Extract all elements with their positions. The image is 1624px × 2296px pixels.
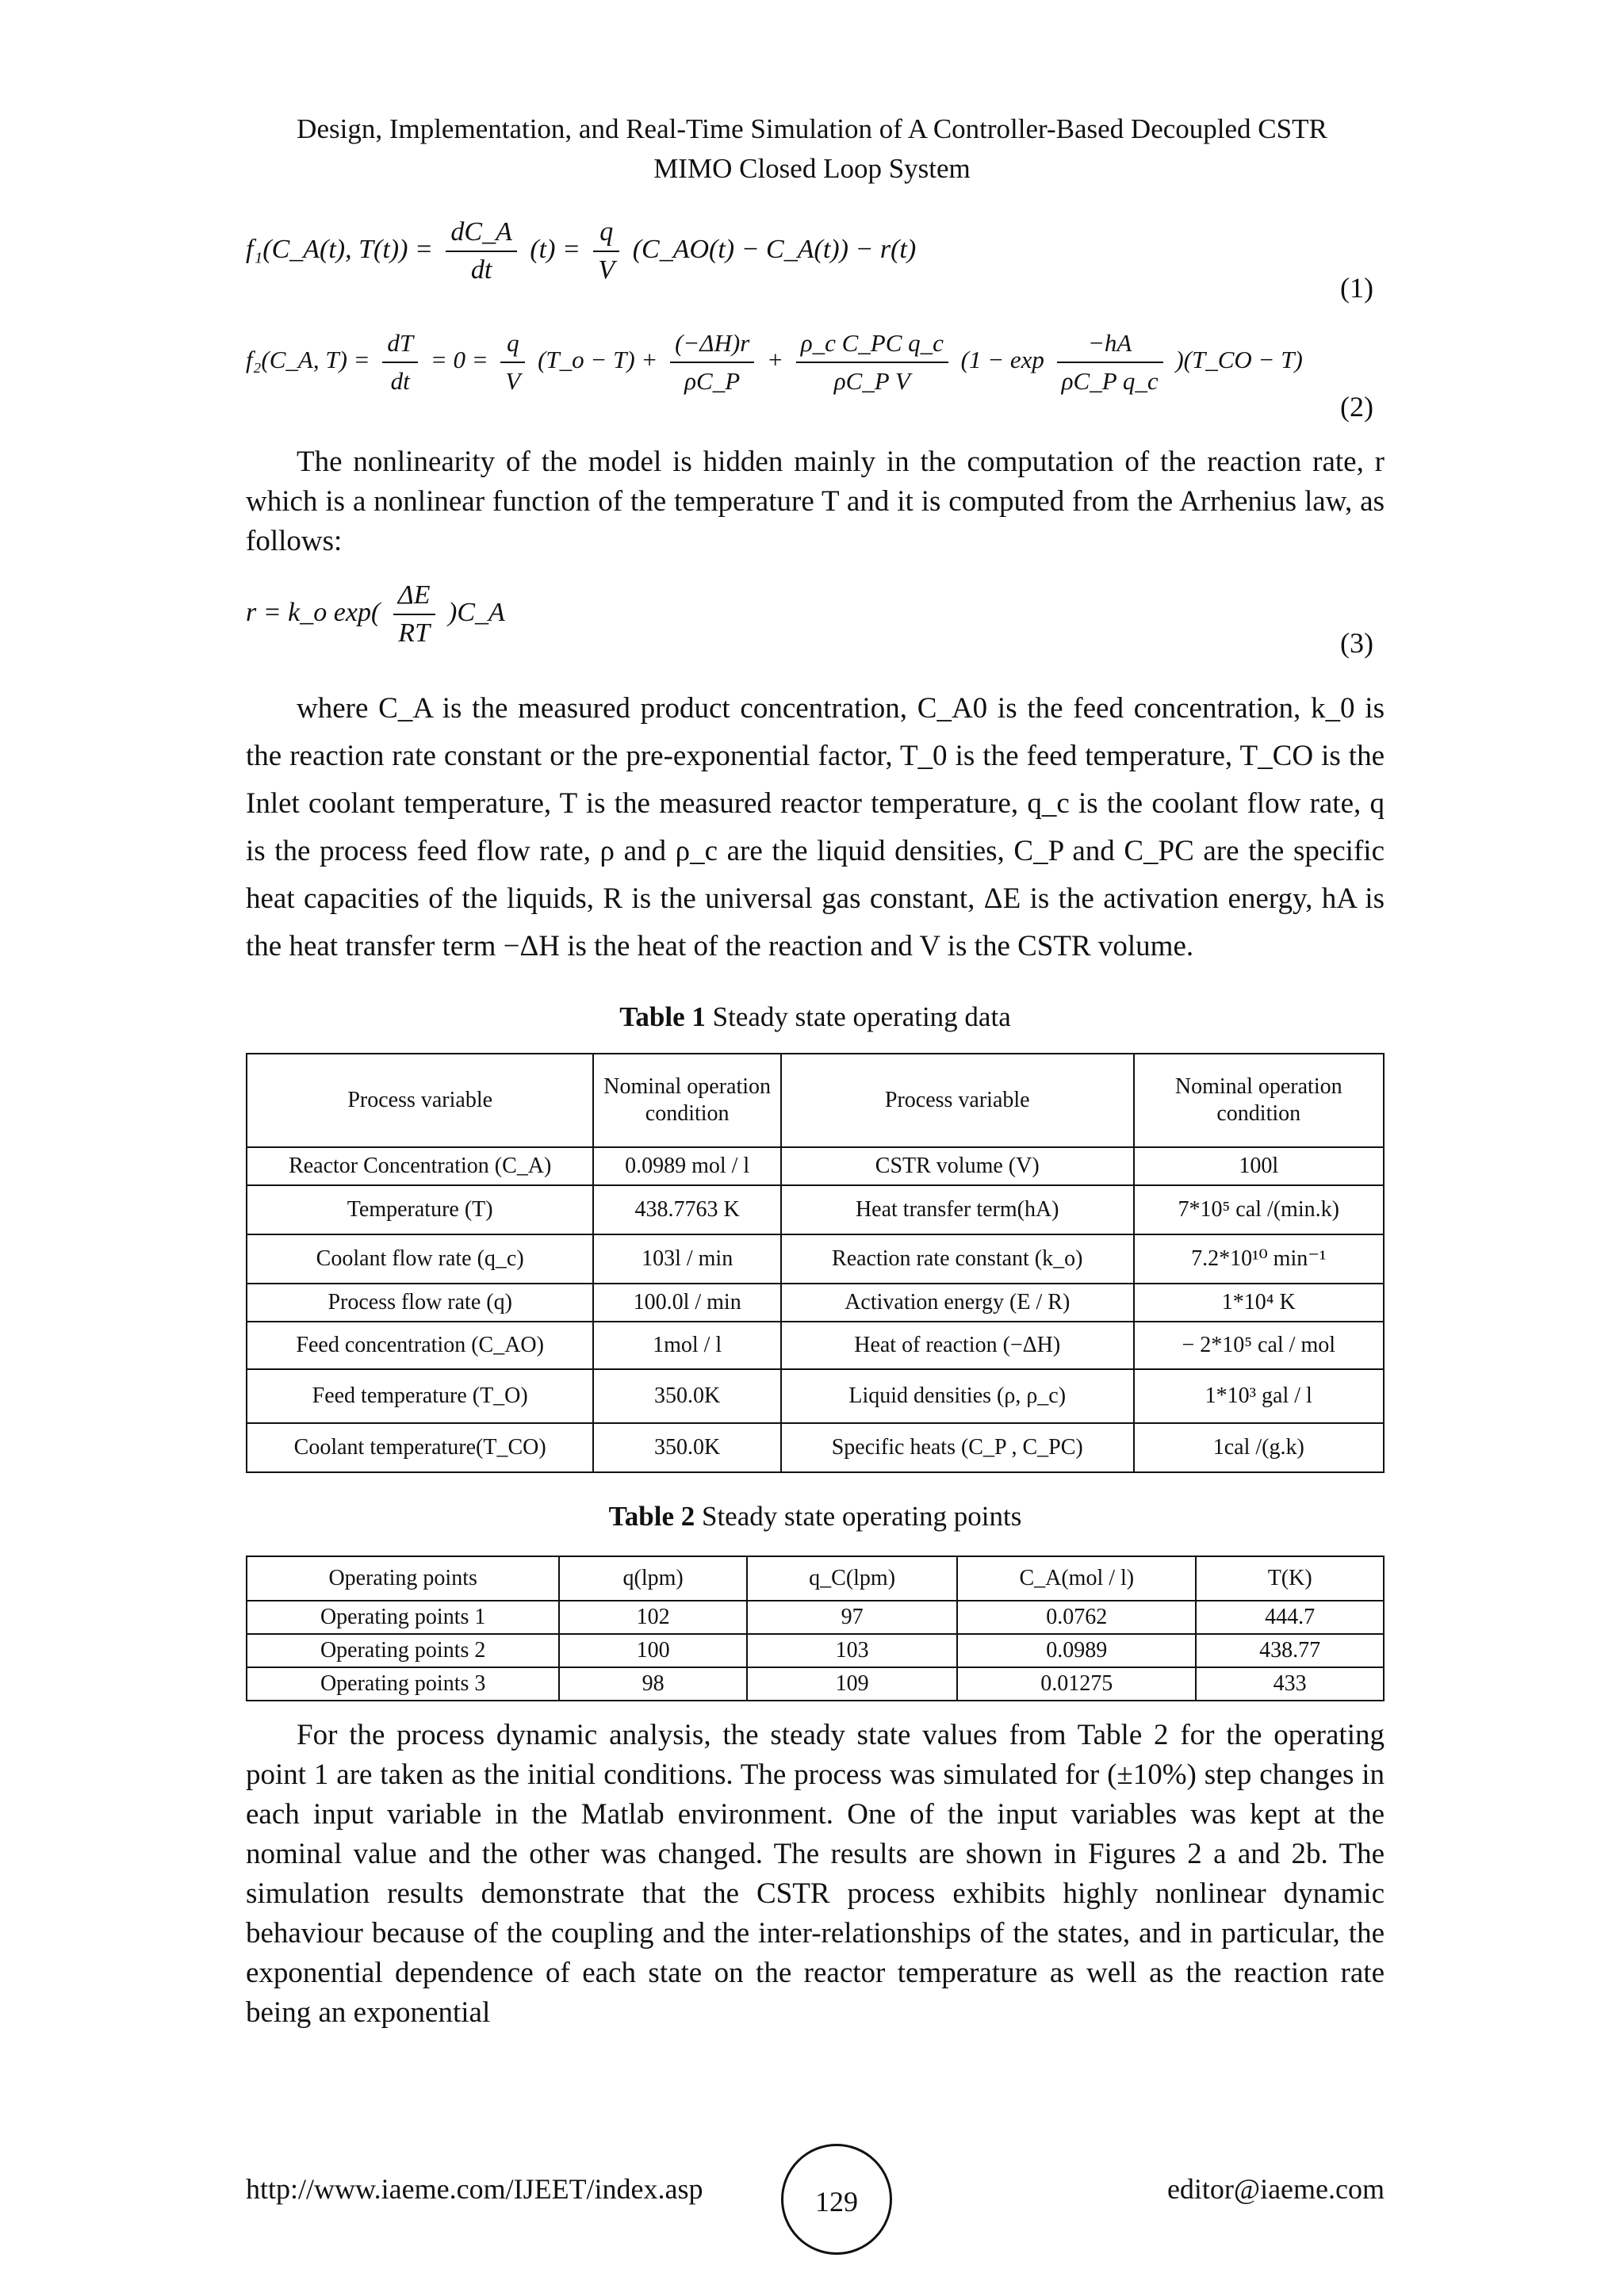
- table-cell: 1mol / l: [593, 1322, 781, 1369]
- table-cell: 7.2*10¹⁰ min⁻¹: [1134, 1234, 1385, 1284]
- table-cell: Liquid densities (ρ, ρ_c): [781, 1369, 1134, 1423]
- page-header: [0, 109, 1624, 189]
- main-content: [246, 214, 1385, 2033]
- table-1-caption-text: Steady state operating data: [712, 1001, 1011, 1032]
- table-cell: Operating points 2: [247, 1634, 559, 1667]
- eq1-frac1-num: dC_A: [446, 214, 516, 252]
- paragraph-dynamic-analysis: [246, 1716, 1385, 2033]
- table-row: [247, 1634, 1384, 1667]
- eq3-rhs: )C_A: [448, 597, 505, 627]
- footer-editor-email[interactable]: editor@iaeme.com: [1166, 2173, 1385, 2205]
- eq1-frac2-den: V: [598, 255, 615, 285]
- eq2-frac1-num: dT: [382, 325, 418, 363]
- table-cell: Reaction rate constant (k_o): [781, 1234, 1134, 1284]
- table-2-label: Table 2: [608, 1501, 695, 1532]
- table-cell: 350.0K: [593, 1369, 781, 1423]
- table-1-header-cell: Nominal operation condition: [1134, 1054, 1385, 1147]
- eq3-lhs: r = k_o exp(: [246, 597, 381, 627]
- eq1-frac2-num: q: [593, 214, 619, 252]
- table-1-caption: [246, 997, 1385, 1037]
- header-title-line-1: Design, Implementation, and Real-Time Simulation of A Controller-Based Decoupled CSTR: [297, 113, 1327, 144]
- paragraph-variable-definitions: [246, 685, 1385, 970]
- table-cell: Specific heats (C_P , C_PC): [781, 1423, 1134, 1472]
- table-cell: 1*10⁴ K: [1134, 1284, 1385, 1322]
- eq1-frac1-den: dt: [470, 255, 492, 285]
- table-cell: 102: [559, 1601, 747, 1634]
- table-2-header-cell: q(lpm): [559, 1556, 747, 1601]
- eq3-number: (3): [1340, 627, 1373, 659]
- table-1-label: Table 1: [619, 1001, 706, 1032]
- eq1-lhs: f₁(C_A(t), T(t)) =: [246, 234, 433, 264]
- table-1-header-cell: Nominal operation condition: [593, 1054, 781, 1147]
- eq2-fraction-coolant: [796, 325, 948, 400]
- table-row: [247, 1423, 1384, 1472]
- eq3-frac-den: RT: [398, 618, 430, 648]
- paragraph-1-text: The nonlinearity of the model is hidden mainly in the computation of the reaction rate, r which is a nonlinear function of the temperature T and it is computed from the Arrhenius law, as follows:: [246, 446, 1385, 557]
- eq1-rhs: (C_AO(t) − C_A(t)) − r(t): [632, 234, 917, 264]
- eq2-exp-open: (1 − exp: [960, 346, 1044, 374]
- equation-2: [246, 325, 1385, 436]
- table-cell: 100: [559, 1634, 747, 1667]
- table-cell: 444.7: [1196, 1601, 1384, 1634]
- table-2-header-cell: T(K): [1196, 1556, 1384, 1601]
- paragraph-nonlinearity: [246, 442, 1385, 561]
- table-row: [247, 1667, 1384, 1701]
- eq2-fraction-dt-dt: [382, 325, 418, 400]
- table-2-caption: [246, 1497, 1385, 1536]
- table-cell: 100.0l / min: [593, 1284, 781, 1322]
- table-1-header-cell: Process variable: [781, 1054, 1134, 1147]
- table-cell: 438.7763 K: [593, 1185, 781, 1234]
- eq2-fraction-q-v: [500, 325, 525, 400]
- eq2-fraction-heat-transfer: [1057, 325, 1163, 400]
- paragraph-2-text: where C_A is the measured product concentration, C_A0 is the feed concentration, k_0 is the reaction rate constant or the pre-exponential factor, T_0 is the feed temperature, T_CO is the Inlet coolant temperature, T is the measured reactor temperature, q_c is the coolant flow rate, q is the process feed flow rate, ρ and ρ_c are the liquid densities, C_P and C_PC are the specific heat capacities of the liquids, R is the universal gas constant, ΔE is the activation energy, hA is the heat transfer term −ΔH is the heat of the reaction and V is the CSTR volume.: [246, 692, 1385, 962]
- eq2-frac2-den: V: [505, 367, 521, 395]
- table-cell: Heat of reaction (−ΔH): [781, 1322, 1134, 1369]
- eq2-fraction-reaction: [670, 325, 754, 400]
- table-cell: 100l: [1134, 1147, 1385, 1185]
- page-number: 129: [781, 2144, 892, 2255]
- paragraph-3-text: For the process dynamic analysis, the steady state values from Table 2 for the operating point 1 are taken as the initial conditions. The process was simulated for (±10%) step changes in each input variable in the Matlab environment. One of the input variables was kept at the nominal value and the other was changed. The results are shown in Figures 2 a and 2b. The simulation results demonstrate that the CSTR process exhibits highly nonlinear dynamic behaviour because of the coupling and the inter-relationships of the states, and in particular, the exponential dependence of each state on the reactor temperature as well as the reaction rate being an exponential: [246, 1719, 1385, 2029]
- table-cell: 103: [747, 1634, 957, 1667]
- table-row: [247, 1284, 1384, 1322]
- eq2-frac4-num: ρ_c C_PC q_c: [796, 325, 948, 363]
- eq2-frac2-num: q: [500, 325, 525, 363]
- table-cell: − 2*10⁵ cal / mol: [1134, 1322, 1385, 1369]
- table-cell: 98: [559, 1667, 747, 1701]
- eq3-fraction-de-rt: [393, 577, 435, 652]
- table-cell: 1cal /(g.k): [1134, 1423, 1385, 1472]
- table-cell: 350.0K: [593, 1423, 781, 1472]
- table-cell: 438.77: [1196, 1634, 1384, 1667]
- eq2-frac5-num: −hA: [1057, 325, 1163, 363]
- page-footer: [246, 2144, 1385, 2231]
- footer-journal-url[interactable]: http://www.iaeme.com/IJEET/index.asp: [246, 2173, 703, 2205]
- table-1-header-row: [247, 1054, 1384, 1147]
- table-cell: Operating points 1: [247, 1601, 559, 1634]
- eq2-mid: = 0 =: [430, 346, 488, 374]
- table-cell: 1*10³ gal / l: [1134, 1369, 1385, 1423]
- eq2-frac3-den: ρC_P: [684, 367, 741, 395]
- table-1-header-cell: Process variable: [247, 1054, 593, 1147]
- table-cell: 7*10⁵ cal /(min.k): [1134, 1185, 1385, 1234]
- table-2-header-cell: C_A(mol / l): [957, 1556, 1196, 1601]
- eq2-frac1-den: dt: [390, 367, 410, 395]
- table-2-caption-text: Steady state operating points: [701, 1501, 1022, 1532]
- table-cell: Activation energy (E / R): [781, 1284, 1134, 1322]
- table-cell: 0.0989: [957, 1634, 1196, 1667]
- eq1-number: (1): [1340, 272, 1373, 304]
- eq1-mid: (t) =: [530, 234, 580, 264]
- table-cell: 433: [1196, 1667, 1384, 1701]
- table-row: [247, 1601, 1384, 1634]
- table-cell: 109: [747, 1667, 957, 1701]
- table-cell: Coolant temperature(T_CO): [247, 1423, 593, 1472]
- equation-3: [246, 577, 1385, 680]
- table-cell: Feed concentration (C_AO): [247, 1322, 593, 1369]
- table-row: [247, 1234, 1384, 1284]
- table-cell: Process flow rate (q): [247, 1284, 593, 1322]
- table-2: [246, 1556, 1385, 1701]
- table-cell: 97: [747, 1601, 957, 1634]
- eq2-exp-close: )(T_CO − T): [1175, 346, 1303, 374]
- table-cell: Coolant flow rate (q_c): [247, 1234, 593, 1284]
- table-cell: CSTR volume (V): [781, 1147, 1134, 1185]
- table-1: [246, 1053, 1385, 1473]
- table-cell: 0.0989 mol / l: [593, 1147, 781, 1185]
- eq2-frac4-den: ρC_P V: [833, 367, 910, 395]
- table-cell: Feed temperature (T_O): [247, 1369, 593, 1423]
- eq1-fraction-q-v: [593, 214, 619, 289]
- eq2-frac3-num: (−ΔH)r: [670, 325, 754, 363]
- eq2-frac5-den: ρC_P q_c: [1061, 367, 1159, 395]
- table-row: [247, 1147, 1384, 1185]
- table-cell: 0.01275: [957, 1667, 1196, 1701]
- table-cell: 0.0762: [957, 1601, 1196, 1634]
- table-cell: 103l / min: [593, 1234, 781, 1284]
- eq3-frac-num: ΔE: [393, 577, 435, 615]
- table-cell: Temperature (T): [247, 1185, 593, 1234]
- eq2-term2: (T_o − T) +: [538, 346, 658, 374]
- table-row: [247, 1185, 1384, 1234]
- eq1-fraction-dca-dt: [446, 214, 516, 289]
- table-row: [247, 1369, 1384, 1423]
- equation-1: [246, 214, 1385, 309]
- table-2-header-cell: Operating points: [247, 1556, 559, 1601]
- table-2-header-cell: q_C(lpm): [747, 1556, 957, 1601]
- table-cell: Operating points 3: [247, 1667, 559, 1701]
- eq2-plus: +: [767, 346, 783, 374]
- header-title-line-2: MIMO Closed Loop System: [653, 153, 971, 184]
- eq2-lhs: f₂(C_A, T) =: [246, 346, 370, 374]
- table-row: [247, 1322, 1384, 1369]
- eq2-number: (2): [1340, 391, 1373, 423]
- table-cell: Reactor Concentration (C_A): [247, 1147, 593, 1185]
- table-cell: Heat transfer term(hA): [781, 1185, 1134, 1234]
- table-2-header-row: [247, 1556, 1384, 1601]
